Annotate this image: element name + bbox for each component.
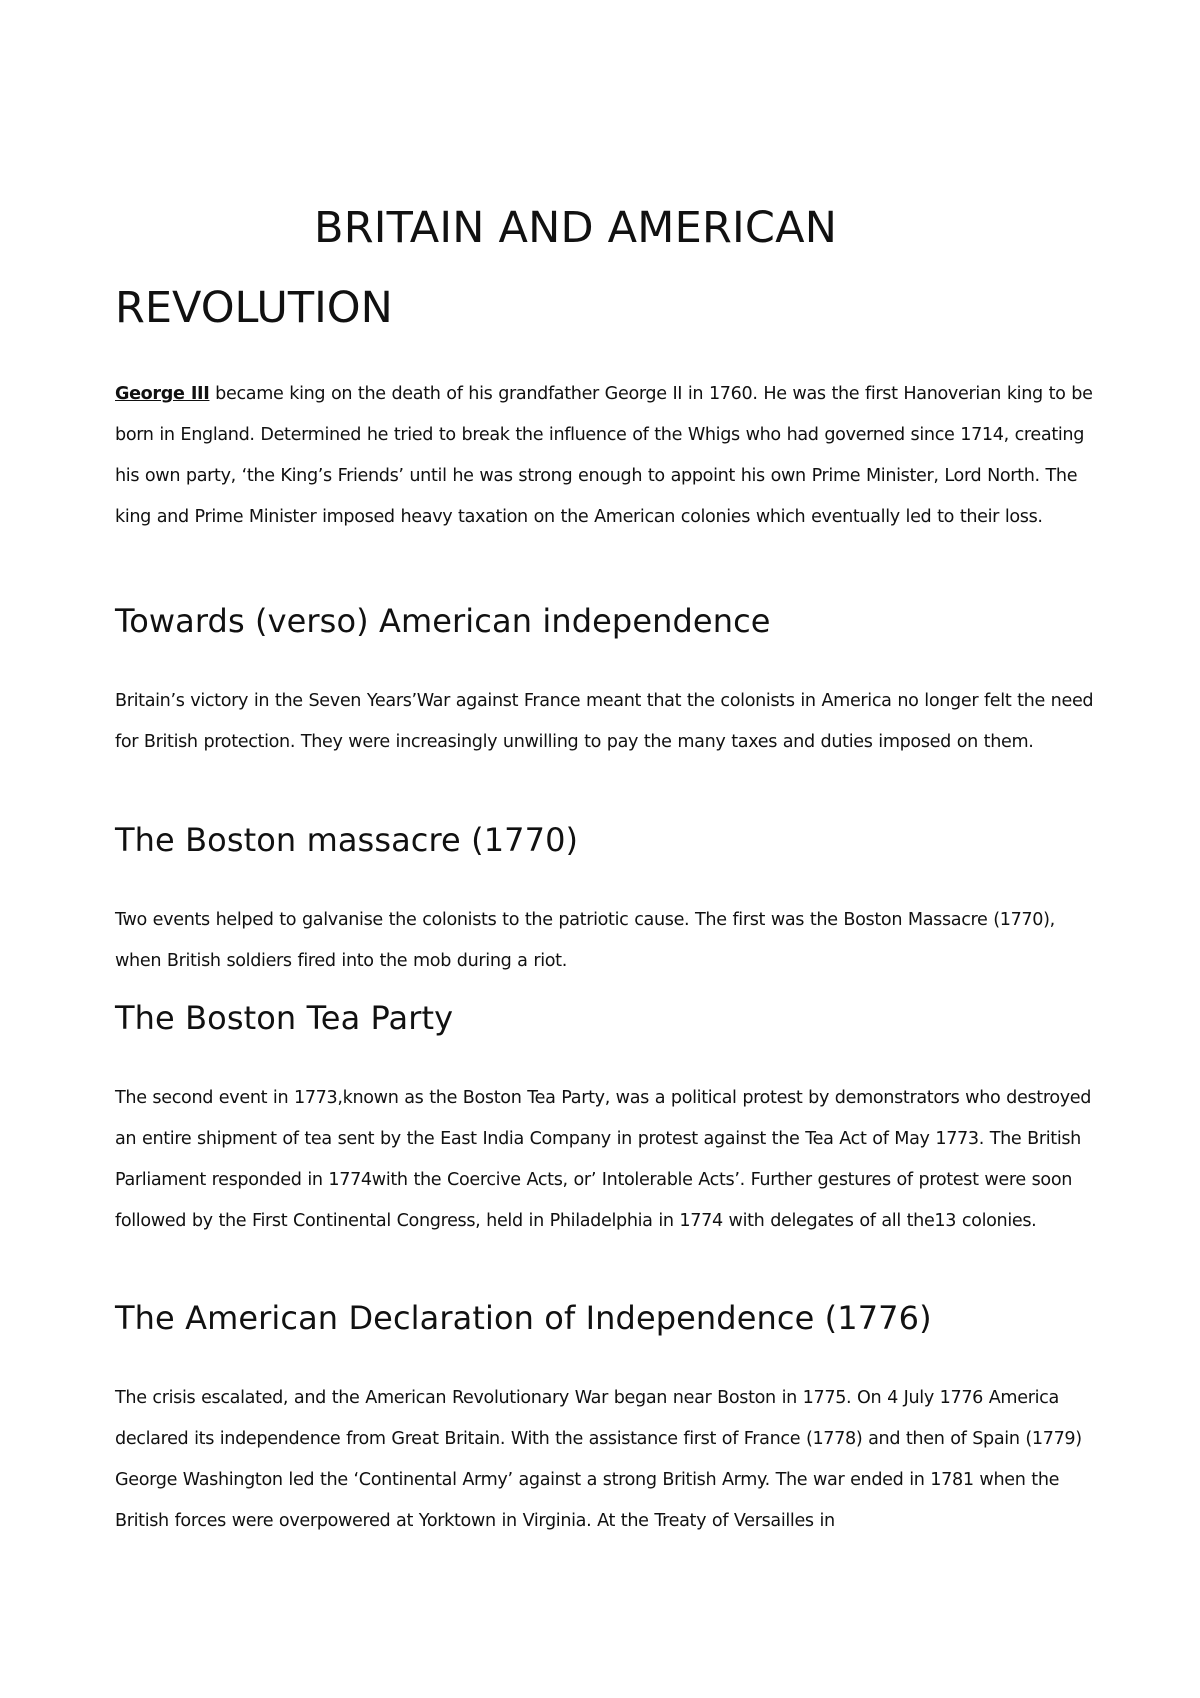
section-heading-boston-tea-party: The Boston Tea Party <box>115 999 454 1037</box>
section-paragraph-boston-massacre: Two events helped to galvanise the colonists to the patriotic cause. The first was the Boston Massacre (1770), when British soldiers fired into the mob during a riot. <box>115 910 1055 971</box>
section-paragraph-independence: Britain’s victory in the Seven Years’War against France meant that the colonists in America no longer felt the need for British protection. They were increasingly unwilling to pay the many taxes and duties imposed on them. <box>115 691 1094 752</box>
document-title-line-2: REVOLUTION <box>115 283 393 333</box>
george-iii-term: George III <box>115 384 210 404</box>
section-heading-independence: Towards (verso) American independence <box>115 602 771 640</box>
section-paragraph-boston-tea-party: The second event in 1773,known as the Boston Tea Party, was a political protest by demonstrators who destroyed an entire shipment of tea sent by the East India Company in protest against the Tea Act of May 1773. The British Parliament responded in 1774with the Coercive Acts, or’ Intolerable Acts’. Further gestures of protest were soon followed by the First Continental Congress, held in Philadelphia in 1774 with delegates of all the13 colonies. <box>115 1088 1092 1231</box>
document-title-line-1: BRITAIN AND AMERICAN <box>314 203 838 253</box>
intro-paragraph-text: became king on the death of his grandfather George II in 1760. He was the first Hanoverian king to be born in England. Determined he tried to break the influence of the Whigs who had governed since 1714, creating his own party, ‘the King’s Friends’ until he was strong enough to appoint his own Prime Minister, Lord North. The king and Prime Minister imposed heavy taxation on the American colonies which eventually led to their loss. <box>115 384 1093 527</box>
section-heading-declaration: The American Declaration of Independence (1776) <box>115 1299 932 1337</box>
intro-paragraph <box>115 374 1100 538</box>
section-paragraph-declaration: The crisis escalated, and the American Revolutionary War began near Boston in 1775. On 4 July 1776 America declared its independence from Great Britain. With the assistance first of France (1778) and then of Spain (1779) George Washington led the ‘Continental Army’ against a strong British Army. The war ended in 1781 when the British forces were overpowered at Yorktown in Virginia. At the Treaty of Versailles in <box>115 1388 1082 1531</box>
section-heading-boston-massacre: The Boston massacre (1770) <box>115 821 579 859</box>
